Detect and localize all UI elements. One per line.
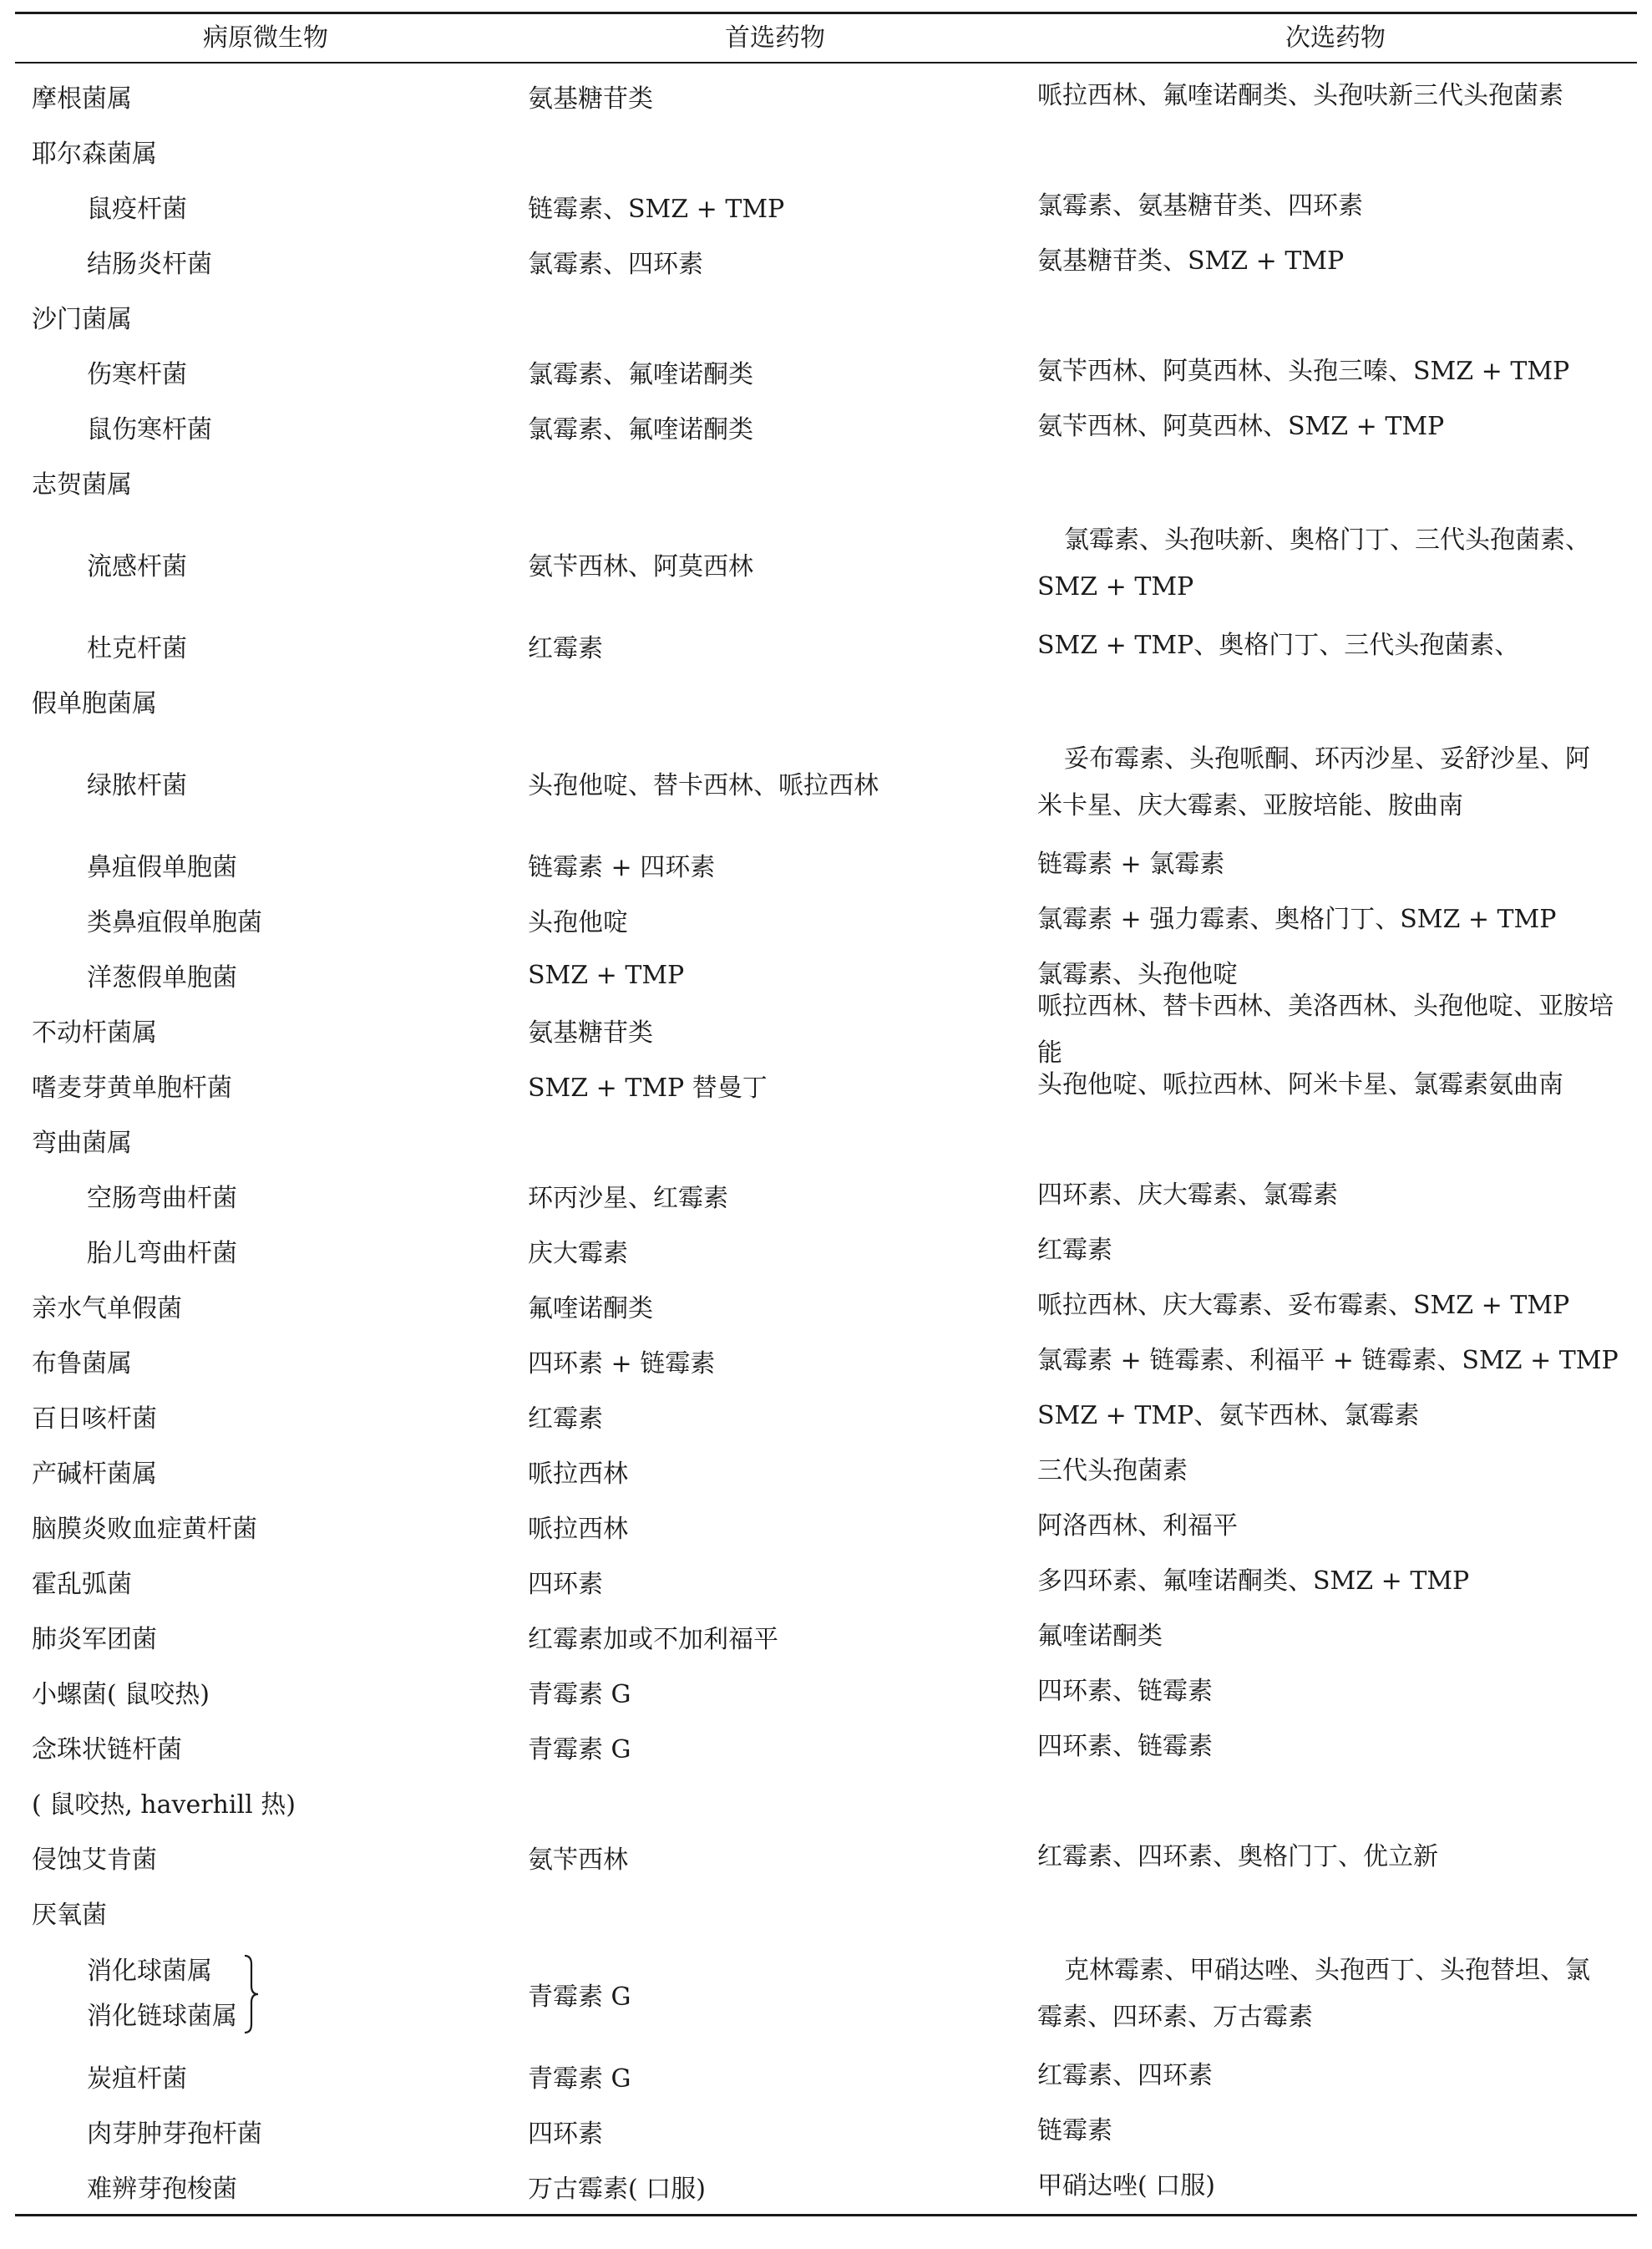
right-brace-icon [242,1952,261,2036]
first-choice-cell: 头孢他啶、替卡西林、哌拉西林 [528,771,879,800]
pathogen-cell: 鼻疽假单胞菌 [87,853,237,882]
table-row [0,992,1652,1068]
table-row [0,1940,1652,2048]
second-choice-cell: 链霉素 [1037,2116,1112,2145]
pathogen-cell: 百日咳杆菌 [32,1404,157,1434]
pathogen-cell: 侵蚀艾肯菌 [32,1845,157,1875]
second-choice-cell: 红霉素、四环素、奥格门丁、优立新 [1037,1842,1438,1871]
table-row [0,837,1652,892]
second-choice-cell: 哌拉西林、替卡西林、美洛西林、头孢他啶、亚胺培能 [1037,992,1614,1068]
table-row [0,1058,1652,1113]
pathogen-cell: 摩根菌属 [32,84,132,114]
table-row [0,234,1652,289]
pathogen-cell: 布鲁菌属 [32,1349,132,1378]
table-row [0,344,1652,399]
second-choice-line: 米卡星、庆大霉素、亚胺培能、胺曲南 [1037,791,1463,820]
pathogen-cell: 绿脓杆菌 [87,771,187,800]
second-choice-line: 霉素、四环素、万古霉素 [1037,2003,1313,2032]
first-choice-cell: 氯霉素、四环素 [528,250,703,279]
first-choice-cell: 头孢他啶 [528,908,628,937]
pathogen-cell: 产碱杆菌属 [32,1460,157,1489]
pathogen-line: 消化链球菌属 [87,2002,237,2031]
table-row [0,1554,1652,1609]
pathogen-cell: 肉芽肿芽孢杆菌 [87,2120,262,2149]
table-row [0,892,1652,947]
second-choice-cell: 三代头孢菌素 [1037,1456,1188,1485]
first-choice-cell: 四环素 [528,2120,603,2149]
second-choice-cell: 氨苄西林、阿莫西林、头孢三嗪、SMZ + TMP [1037,357,1570,386]
pathogen-group-cell: 沙门菌属 [32,305,132,334]
second-choice-cell: 阿洛西林、利福平 [1037,1511,1238,1541]
pathogen-group-cell: 厌氧菌 [32,1901,107,1930]
pathogen-cell: 伤寒杆菌 [87,360,187,389]
pathogen-cell: 空肠弯曲杆菌 [87,1184,237,1213]
table-row [0,399,1652,454]
second-choice-cell: 红霉素 [1037,1236,1112,1265]
first-choice-cell: 红霉素加或不加利福平 [528,1625,778,1654]
pathogen-group-cell: 假单胞菌属 [32,689,157,718]
pathogen-cell: 胎儿弯曲杆菌 [87,1239,237,1268]
first-choice-cell: 万古霉素( 口服) [528,2175,706,2204]
pathogen-cell: 念珠状链杆菌 [32,1735,182,1764]
table-row [0,1388,1652,1444]
table-row [0,1499,1652,1554]
pathogen-cell: 肺炎军团菌 [32,1625,157,1654]
first-choice-cell: SMZ + TMP 替曼丁 [528,1074,768,1103]
first-choice-cell: 庆大霉素 [528,1239,628,1268]
table-row [0,1278,1652,1333]
table-row [0,454,1652,510]
table-row [0,1333,1652,1388]
first-choice-cell: 链霉素、SMZ + TMP [528,195,785,224]
second-choice-cell [1037,510,1622,618]
first-choice-cell: 氟喹诺酮类 [528,1294,653,1323]
second-choice-cell [1037,1940,1622,2048]
pathogen-cell: 小螺菌( 鼠咬热) [32,1680,210,1709]
table-row [0,510,1652,618]
pathogen-cell: 炭疽杆菌 [87,2064,187,2094]
first-choice-cell: 四环素 + 链霉素 [528,1349,716,1378]
second-choice-cell: 头孢他啶、哌拉西林、阿米卡星、氯霉素氨曲南 [1037,1070,1563,1099]
second-choice-cell: 氨基糖苷类、SMZ + TMP [1037,246,1345,276]
first-choice-cell: 环丙沙星、红霉素 [528,1184,728,1213]
second-choice-cell: 甲硝达唑( 口服) [1037,2171,1215,2201]
pathogen-cell: 霍乱弧菌 [32,1570,132,1599]
table-row [0,1830,1652,1885]
first-choice-cell: 氯霉素、氟喹诺酮类 [528,415,753,444]
pathogen-group-cell: 弯曲菌属 [32,1129,132,1158]
pathogen-cell: 洋葱假单胞菌 [87,963,237,993]
pathogen-cell: 结肠炎杆菌 [87,250,212,279]
pathogen-line: 消化球菌属 [87,1957,212,1986]
second-choice-cell: 氯霉素 + 链霉素、利福平 + 链霉素、SMZ + TMP [1037,1346,1619,1375]
header-first-choice: 首选药物 [725,23,825,53]
pathogen-cell: 嗜麦芽黄单胞杆菌 [32,1074,232,1103]
table-row [0,1223,1652,1278]
pathogen-cell: 杜克杆菌 [87,634,187,663]
table-bottom-rule [15,2214,1637,2216]
table-row [0,2159,1652,2214]
second-choice-cell: 多四环素、氟喹诺酮类、SMZ + TMP [1037,1566,1470,1596]
second-choice-cell: 氟喹诺酮类 [1037,1622,1163,1651]
table-header-rule [15,62,1637,63]
table-row [0,1168,1652,1223]
pathogen-cell: 亲水气单假菌 [32,1294,182,1323]
second-choice-cell: 四环素、链霉素 [1037,1732,1213,1761]
first-choice-cell: 氨苄西林、阿莫西林 [528,552,753,581]
header-pathogen: 病原微生物 [203,23,328,53]
table-row [0,2104,1652,2159]
second-choice-cell: SMZ + TMP、奥格门丁、三代头孢菌素、 [1037,631,1520,660]
table-row [0,289,1652,344]
table-row [0,1113,1652,1168]
first-choice-cell: 青霉素 G [528,1735,631,1764]
second-choice-cell: 四环素、链霉素 [1037,1677,1213,1706]
first-choice-cell: 氨基糖苷类 [528,1018,653,1048]
table-body [0,69,1652,2214]
table-row [0,673,1652,729]
pathogen-cell: 难辨芽孢梭菌 [87,2175,237,2204]
second-choice-cell: 四环素、庆大霉素、氯霉素 [1037,1180,1338,1210]
second-choice-cell: 红霉素、四环素 [1037,2061,1213,2090]
second-choice-cell: 氯霉素、头孢他啶 [1037,960,1238,989]
first-choice-cell: 青霉素 G [528,1680,631,1709]
second-choice-cell: 哌拉西林、庆大霉素、妥布霉素、SMZ + TMP [1037,1291,1570,1320]
pathogen-cell: 流感杆菌 [87,552,187,581]
second-choice-cell [1037,729,1622,837]
second-choice-line: SMZ + TMP [1037,572,1194,602]
first-choice-cell: 四环素 [528,1570,603,1599]
pathogen-cell: 不动杆菌属 [32,1018,157,1048]
pathogen-cell: 脑膜炎败血症黄杆菌 [32,1515,257,1544]
table-row [0,1774,1652,1830]
table-row [0,1444,1652,1499]
first-choice-cell: 哌拉西林 [528,1460,628,1489]
first-choice-cell: 青霉素 G [528,1982,631,2012]
second-choice-cell: 哌拉西林、氟喹诺酮类、头孢呋新三代头孢菌素 [1037,81,1563,110]
table-row [0,2048,1652,2104]
table-row [0,618,1652,673]
pathogen-cell: 鼠伤寒杆菌 [87,415,212,444]
second-choice-line: 妥布霉素、头孢哌酮、环丙沙星、妥舒沙星、阿 [1064,744,1590,774]
table-header [15,14,1637,62]
second-choice-cell: 氨苄西林、阿莫西林、SMZ + TMP [1037,412,1445,441]
pathogen-cell: 类鼻疽假单胞菌 [87,908,262,937]
pathogen-group-cell: 耶尔森菌属 [32,140,157,169]
table-row [0,124,1652,179]
pathogen-group-cell: 志贺菌属 [32,470,132,500]
first-choice-cell: 红霉素 [528,1404,603,1434]
second-choice-line: 克林霉素、甲硝达唑、头孢西丁、头孢替坦、氯 [1064,1956,1590,1985]
first-choice-cell: 哌拉西林 [528,1515,628,1544]
first-choice-cell: 氨苄西林 [528,1845,628,1875]
table-row [0,1719,1652,1774]
first-choice-cell: 氨基糖苷类 [528,84,653,114]
first-choice-cell: 青霉素 G [528,2064,631,2094]
pathogen-cell [87,1940,499,2048]
first-choice-cell: 氯霉素、氟喹诺酮类 [528,360,753,389]
table-row [0,729,1652,837]
table-row [0,179,1652,234]
first-choice-cell: 链霉素 + 四环素 [528,853,716,882]
table-row [0,1885,1652,1940]
second-choice-cell: 氯霉素 + 强力霉素、奥格门丁、SMZ + TMP [1037,905,1557,934]
pathogen-cell: 鼠疫杆菌 [87,195,187,224]
second-choice-line: 氯霉素、头孢呋新、奥格门丁、三代头孢菌素、 [1064,525,1590,555]
pathogen-note-cell: ( 鼠咬热, haverhill 热) [32,1790,296,1820]
second-choice-cell: 链霉素 + 氯霉素 [1037,850,1225,879]
table-row [0,69,1652,124]
second-choice-cell: 氯霉素、氨基糖苷类、四环素 [1037,191,1363,221]
table-row [0,1609,1652,1664]
header-second-choice: 次选药物 [1285,23,1386,53]
first-choice-cell: 红霉素 [528,634,603,663]
table-row [0,1664,1652,1719]
second-choice-cell: SMZ + TMP、氨苄西林、氯霉素 [1037,1401,1420,1430]
first-choice-cell: SMZ + TMP [528,960,685,990]
